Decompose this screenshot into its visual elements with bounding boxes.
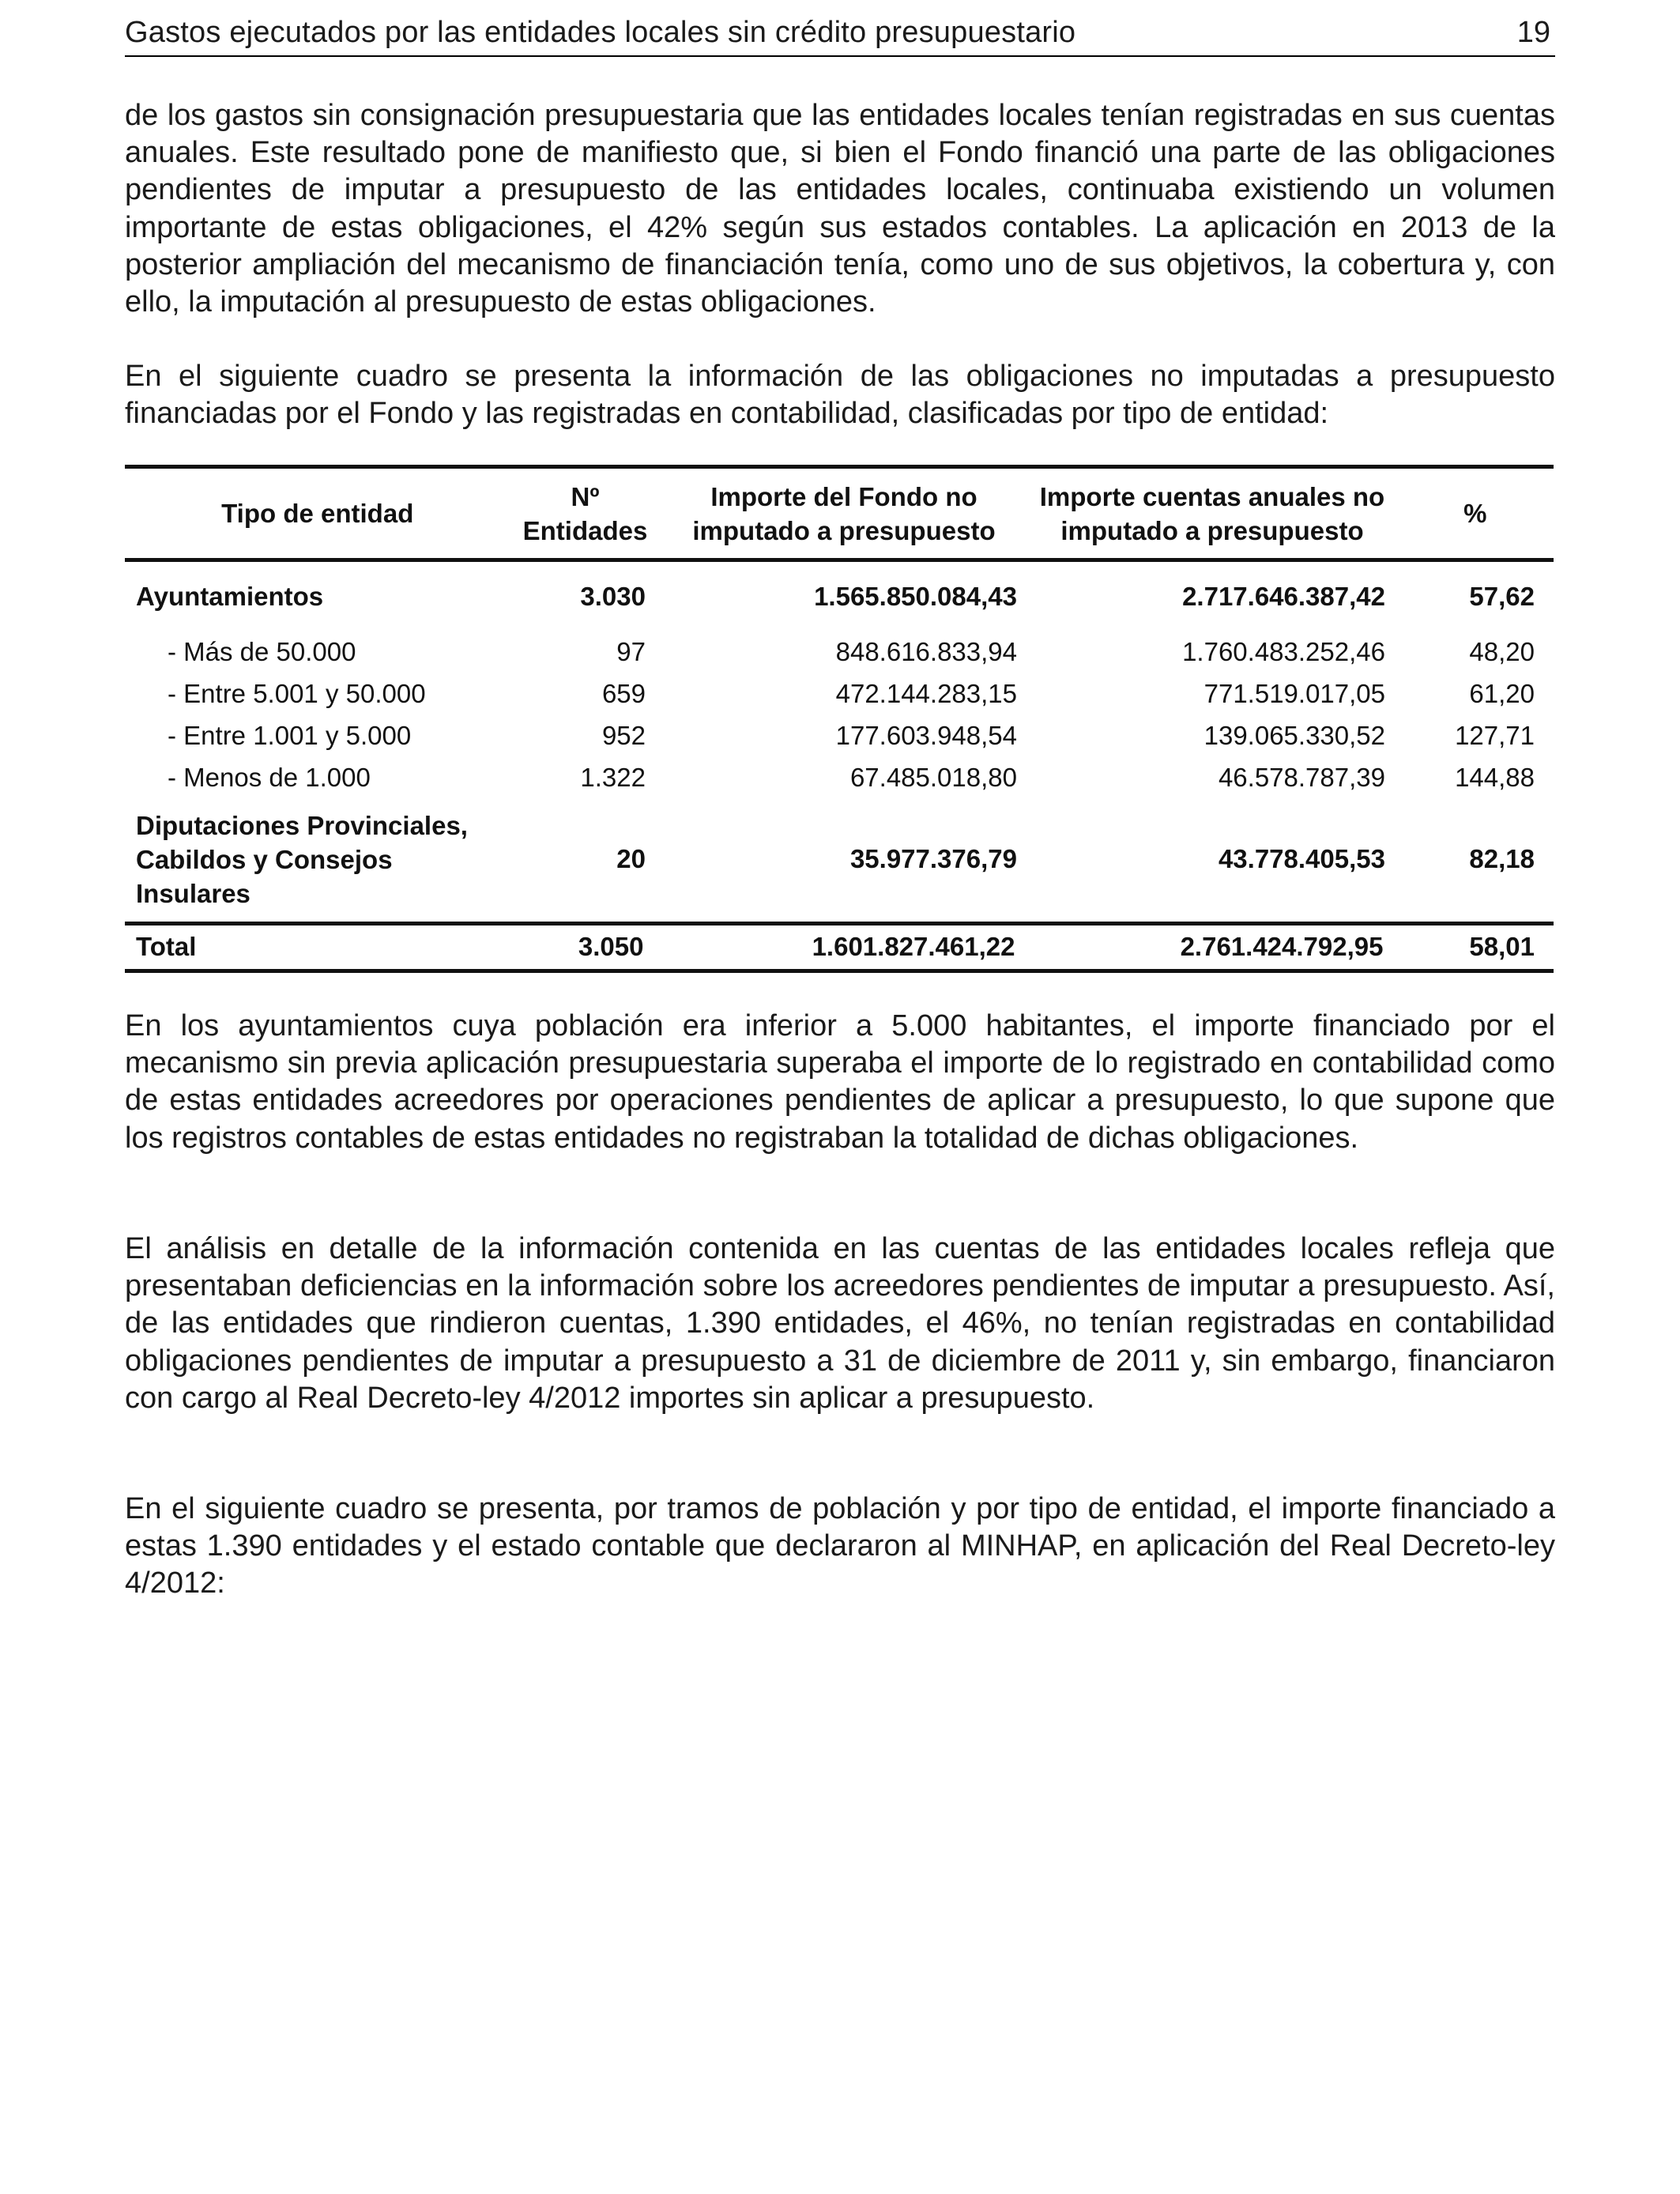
col-header-tipo: Tipo de entidad [125, 467, 512, 560]
table-header-row [125, 467, 1554, 560]
cell-entidades: 1.322 [580, 763, 646, 792]
col-header-porcentaje: % [1395, 467, 1554, 560]
cell-importe-cuentas: 771.519.017,05 [1203, 679, 1385, 708]
cell-porcentaje: 61,20 [1469, 679, 1535, 708]
cell-porcentaje: 58,01 [1395, 923, 1554, 971]
page-number: 19 [1516, 16, 1550, 49]
cell-entidades: 20 [616, 844, 646, 873]
col-header-importe-cuentas: Importe cuentas anuales no imputado a presupuesto [1030, 467, 1395, 560]
cell-entidades: 3.050 [512, 923, 658, 971]
page-header [125, 16, 1555, 57]
table-row [125, 799, 1554, 924]
cell-entidades: 97 [616, 637, 646, 666]
cell-importe-fondo: 472.144.283,15 [835, 679, 1017, 708]
cell-tipo: Total [125, 923, 512, 971]
cell-importe-fondo: 848.616.833,94 [835, 637, 1017, 666]
cell-importe-fondo: 177.603.948,54 [835, 721, 1017, 750]
table-total-row [125, 923, 1554, 971]
cell-importe-fondo: 1.601.827.461,22 [658, 923, 1030, 971]
cell-importe-cuentas: 1.760.483.252,46 [1182, 637, 1385, 666]
table-row [125, 715, 1554, 757]
cell-importe-fondo: 1.565.850.084,43 [814, 581, 1017, 611]
cell-porcentaje: 48,20 [1469, 637, 1535, 666]
cell-importe-cuentas: 139.065.330,52 [1203, 721, 1385, 750]
paragraph-4: El análisis en detalle de la información contenida en las cuentas de las entidades locales refleja que presentaban deficiencias en la información sobre los acreedores pendientes de imputar a presupuesto. Así, de las entidades que rindieron cuentas, 1.390 entidades, el 46%, no tenían registradas en contabilidad obligaciones pendientes de imputar a presupuesto a 31 de diciembre de 2011 y, sin embargo, financiaron con cargo al Real Decreto-ley 4/2012 importes sin aplicar a presupuesto. [125, 1232, 1555, 1415]
cell-tipo: - Entre 5.001 y 50.000 [168, 679, 426, 708]
cell-importe-cuentas: 2.717.646.387,42 [1182, 581, 1385, 611]
table-row [125, 560, 1554, 631]
paragraph-2: En el siguiente cuadro se presenta la información de las obligaciones no imputadas a presupuesto financiadas por el Fondo y las registradas en contabilidad, clasificadas por tipo de entidad: [125, 360, 1555, 431]
col-header-entidades: Nº Entidades [512, 467, 658, 560]
paragraph-5: En el siguiente cuadro se presenta, por tramos de población y por tipo de entidad, el importe financiado a estas 1.390 entidades y el estado contable que declararon al MINHAP, en aplicación del Real Decreto-ley 4/2012: [125, 1492, 1555, 1600]
cell-tipo: - Menos de 1.000 [168, 763, 371, 792]
col-header-importe-fondo: Importe del Fondo no imputado a presupuesto [658, 467, 1030, 560]
cell-porcentaje: 57,62 [1469, 581, 1535, 611]
cell-tipo: Ayuntamientos [136, 581, 324, 611]
cell-entidades: 659 [601, 679, 646, 708]
table-row [125, 631, 1554, 673]
cell-importe-cuentas: 46.578.787,39 [1218, 763, 1385, 792]
cell-importe-cuentas: 2.761.424.792,95 [1030, 923, 1395, 971]
obligaciones-table [125, 465, 1554, 973]
table-row [125, 757, 1554, 799]
paragraph-3: En los ayuntamientos cuya población era inferior a 5.000 habitantes, el importe financiado por el mecanismo sin previa aplicación presupuestaria superaba el importe de lo registrado en contabilidad como de estas entidades acreedores por operaciones pendientes de aplicar a presupuesto, lo que supone que los registros contables de estas entidades no registraban la totalidad de dichas obligaciones. [125, 1009, 1555, 1155]
cell-importe-cuentas: 43.778.405,53 [1218, 844, 1385, 873]
cell-importe-fondo: 67.485.018,80 [849, 763, 1017, 792]
table-row [125, 673, 1554, 715]
cell-porcentaje: 82,18 [1469, 844, 1535, 873]
running-title: Gastos ejecutados por las entidades locales sin crédito presupuestario [125, 16, 1076, 49]
cell-porcentaje: 127,71 [1455, 721, 1535, 750]
cell-tipo: - Más de 50.000 [168, 637, 356, 666]
cell-entidades: 952 [601, 721, 646, 750]
cell-tipo: Diputaciones Provinciales, Cabildos y Consejos Insulares [136, 810, 468, 908]
cell-tipo: - Entre 1.001 y 5.000 [168, 721, 412, 750]
cell-importe-fondo: 35.977.376,79 [849, 844, 1017, 873]
paragraph-1: de los gastos sin consignación presupuestaria que las entidades locales tenían registradas en sus cuentas anuales. Este resultado pone de manifiesto que, si bien el Fondo financió una parte de las obligaciones pendientes de imputar a presupuesto de las entidades locales, continuaba existiendo un volumen importante de estas obligaciones, el 42% según sus estados contables. La aplicación en 2013 de la posterior ampliación del mecanismo de financiación tenía, como uno de sus objetivos, la cobertura y, con ello, la imputación al presupuesto de estas obligaciones. [125, 99, 1555, 319]
cell-porcentaje: 144,88 [1455, 763, 1535, 792]
cell-entidades: 3.030 [580, 581, 646, 611]
